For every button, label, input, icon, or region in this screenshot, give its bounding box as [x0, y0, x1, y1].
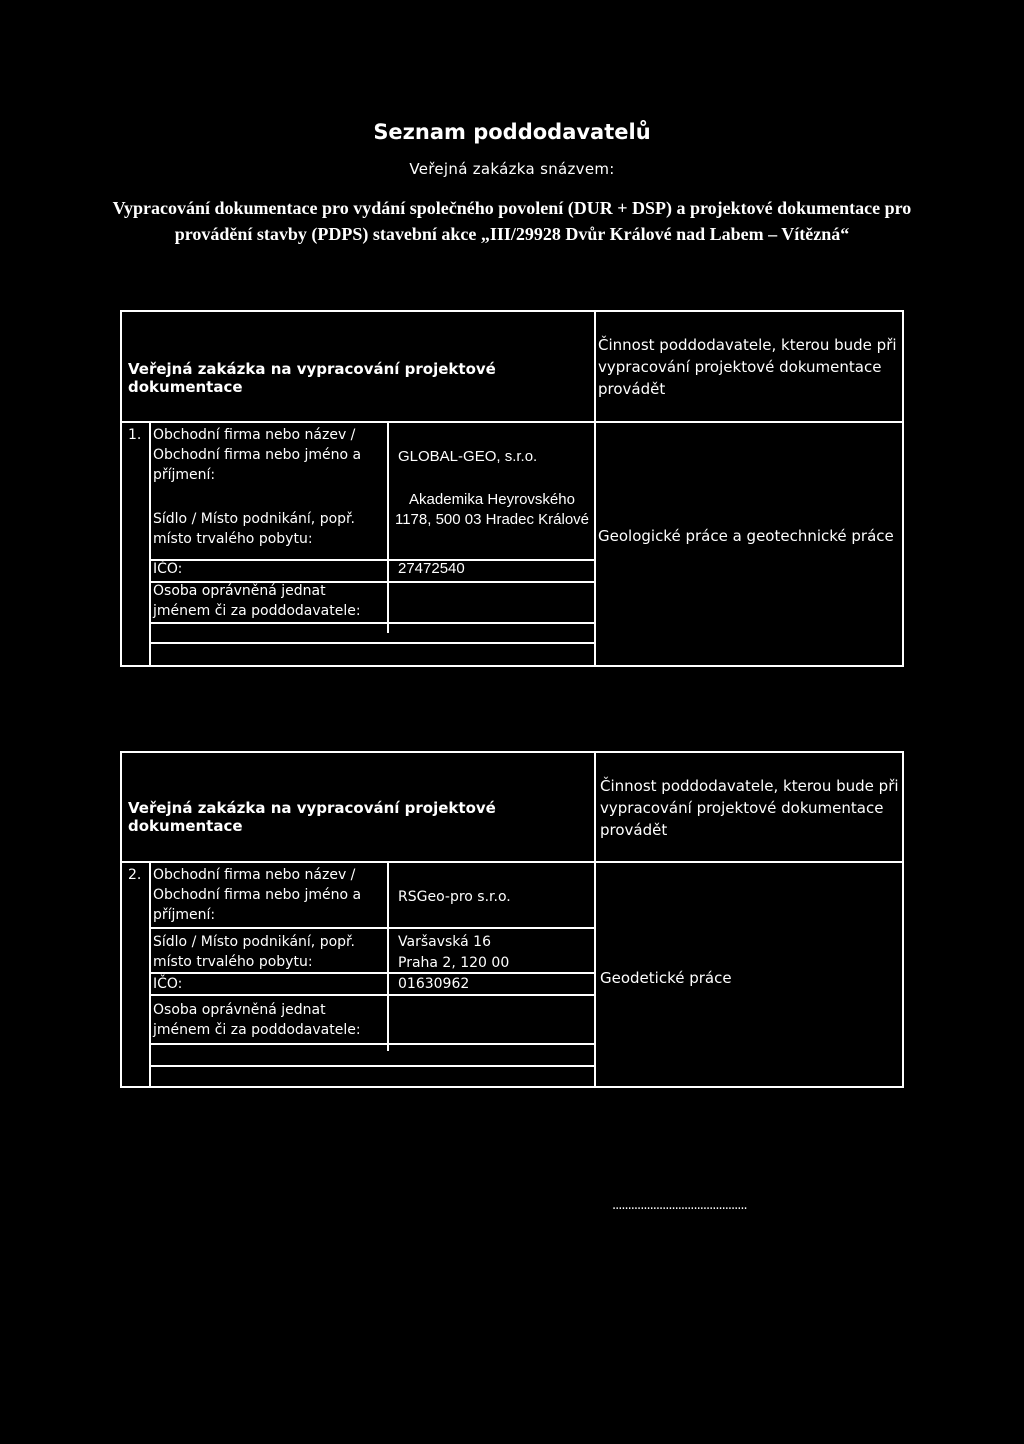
- value-ico: 01630962: [398, 976, 470, 992]
- label-person: Osoba oprávněná jednat jménem či za poddodavatele:: [153, 583, 361, 619]
- label-person: Osoba oprávněná jednat jménem či za poddodavatele:: [153, 1002, 361, 1038]
- page-subtitle: Veřejná zakázka snázvem:: [409, 160, 615, 178]
- label-name: Obchodní firma nebo název / Obchodní firma nebo jméno a příjmení:: [153, 427, 362, 483]
- value-seat-line1: Varšavská 16: [398, 934, 491, 950]
- header-contract: Veřejná zakázka na vypracování projektové dokumentace: [128, 360, 496, 396]
- value-name: RSGeo-pro s.r.o.: [398, 889, 511, 905]
- row-number: 1.: [128, 427, 142, 443]
- value-activity: Geodetické práce: [600, 969, 732, 987]
- header-activity: Činnost poddodavatele, kterou bude při vypracování projektové dokumentace provádět: [598, 336, 897, 398]
- project-name: Vypracování dokumentace pro vydání společného povolení (DUR + DSP) a projektové dokumentace pro provádění stavby (PDPS) stavební akce „III/29928 Dvůr Králové nad Labem – Vítězná“: [112, 198, 912, 244]
- value-ico: 27472540: [398, 560, 465, 577]
- value-seat-line2: Praha 2, 120 00: [398, 955, 510, 971]
- subcontractor-table-1: [120, 310, 904, 667]
- subcontractor-table-2: [120, 751, 904, 1088]
- label-ico: IČO:: [153, 976, 183, 992]
- signature-line: ...........................................: [612, 1198, 747, 1213]
- label-name: Obchodní firma nebo název / Obchodní firma nebo jméno a příjmení:: [153, 867, 362, 923]
- header-contract: Veřejná zakázka na vypracování projektové dokumentace: [128, 799, 496, 835]
- label-seat: Sídlo / Místo podnikání, popř. místo trvalého pobytu:: [153, 511, 355, 547]
- value-seat: Akademika Heyrovského 1178, 500 03 Hradec Králové: [394, 491, 590, 528]
- page-title: Seznam poddodavatelů: [373, 120, 651, 144]
- value-name: GLOBAL-GEO, s.r.o.: [398, 448, 538, 465]
- value-activity: Geologické práce a geotechnické práce: [598, 527, 894, 545]
- header-activity: Činnost poddodavatele, kterou bude při vypracování projektové dokumentace provádět: [600, 777, 899, 839]
- label-ico: IČO:: [153, 561, 183, 577]
- row-number: 2.: [128, 867, 142, 883]
- label-seat: Sídlo / Místo podnikání, popř. místo trvalého pobytu:: [153, 934, 355, 970]
